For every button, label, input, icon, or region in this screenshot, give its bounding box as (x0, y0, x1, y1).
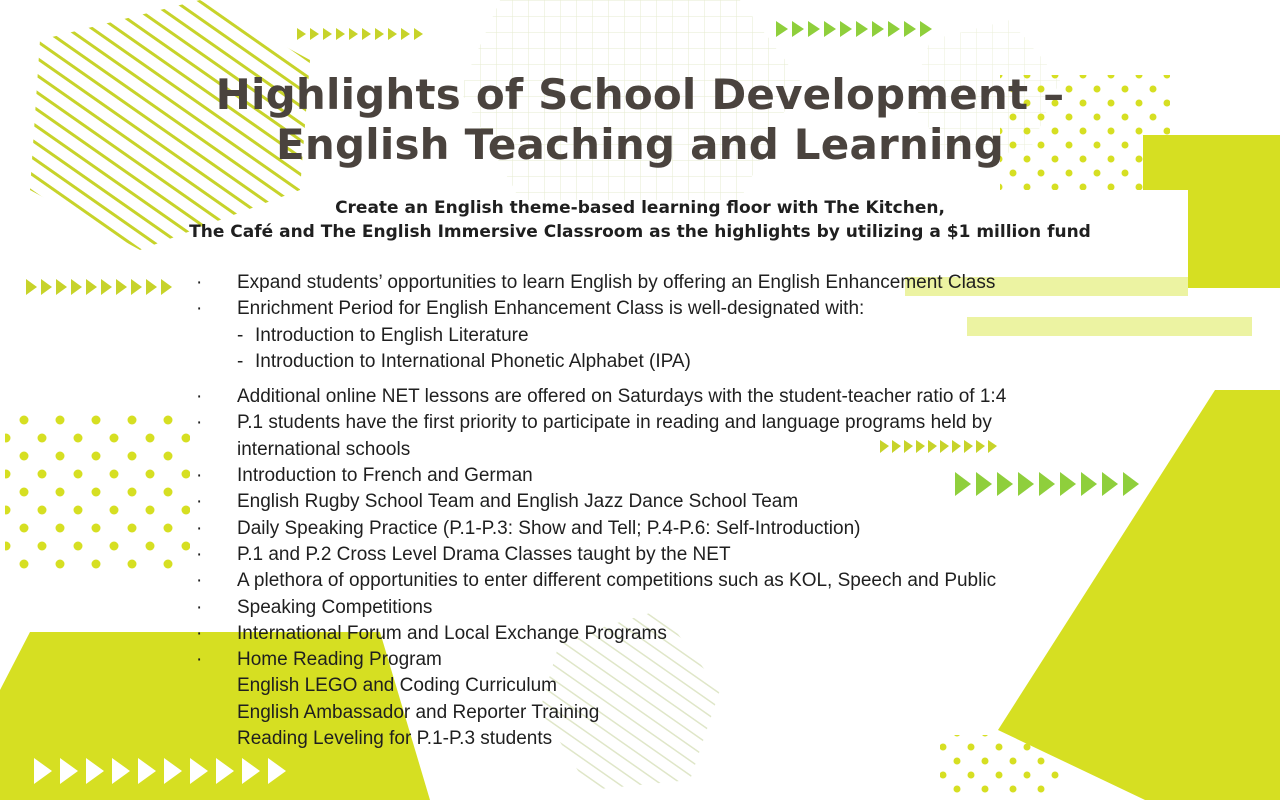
list-item: English Ambassador and Reporter Training (237, 701, 600, 723)
title-line-1: Highlights of School Development – (215, 70, 1065, 119)
bullet: · (196, 596, 203, 618)
list-item: · Introduction to French and German (0, 463, 1280, 489)
bullet: · (196, 543, 203, 565)
sub-list-item: - Introduction to English Literature (0, 323, 1280, 349)
list-item: · Additional online NET lessons are offered on Saturdays with the student-teacher ratio of 1:4 (0, 384, 1280, 410)
list-item: English LEGO and Coding Curriculum (237, 675, 557, 697)
dash: - (237, 324, 244, 346)
page-title (0, 70, 1280, 170)
subtitle (0, 196, 1280, 244)
list-item: · Expand students’ opportunities to learn English by offering an English Enhancement Class (0, 270, 1280, 296)
subtitle-line-2: The Café and The English Immersive Classroom as the highlights by utilizing a $1 million fund (189, 222, 1091, 242)
bullet: · (196, 386, 203, 408)
list-item: · Speaking Competitions (0, 595, 1280, 621)
list-item: · Home Reading Program (0, 647, 1280, 673)
list-gap (0, 375, 1280, 384)
sub-list-item: - Introduction to International Phonetic Alphabet (IPA) (0, 349, 1280, 375)
bullet: · (196, 622, 203, 644)
list-item: · International Forum and Local Exchange Programs (0, 621, 1280, 647)
list-item: Reading Leveling for P.1-P.3 students (237, 728, 553, 750)
list-item: · Enrichment Period for English Enhancement Class is well-designated with: (0, 296, 1280, 322)
bullet: · (196, 412, 203, 434)
list-item: · A plethora of opportunities to enter different competitions such as KOL, Speech and Public (0, 568, 1280, 594)
bullet: · (196, 272, 203, 293)
bullet: · (196, 570, 203, 592)
list-item: · P.1 students have the first priority to participate in reading and language programs held by (0, 410, 1280, 436)
bullet: · (196, 649, 203, 671)
subtitle-line-1: Create an English theme-based learning floor with The Kitchen, (335, 198, 945, 218)
list-item: · Daily Speaking Practice (P.1-P.3: Show and Tell; P.4-P.6: Self-Introduction) (0, 516, 1280, 542)
list-item: · P.1 and P.2 Cross Level Drama Classes taught by the NET (0, 542, 1280, 568)
list-item: · English Rugby School Team and English Jazz Dance School Team (0, 489, 1280, 515)
title-line-2: English Teaching and Learning (276, 120, 1004, 169)
highlights-list (0, 270, 1280, 752)
bullet: · (196, 517, 203, 539)
bullet: · (196, 298, 203, 320)
dash: - (237, 350, 244, 372)
bullet: · (196, 491, 203, 513)
list-item-continuation: international schools (237, 438, 411, 460)
bullet: · (196, 465, 203, 487)
